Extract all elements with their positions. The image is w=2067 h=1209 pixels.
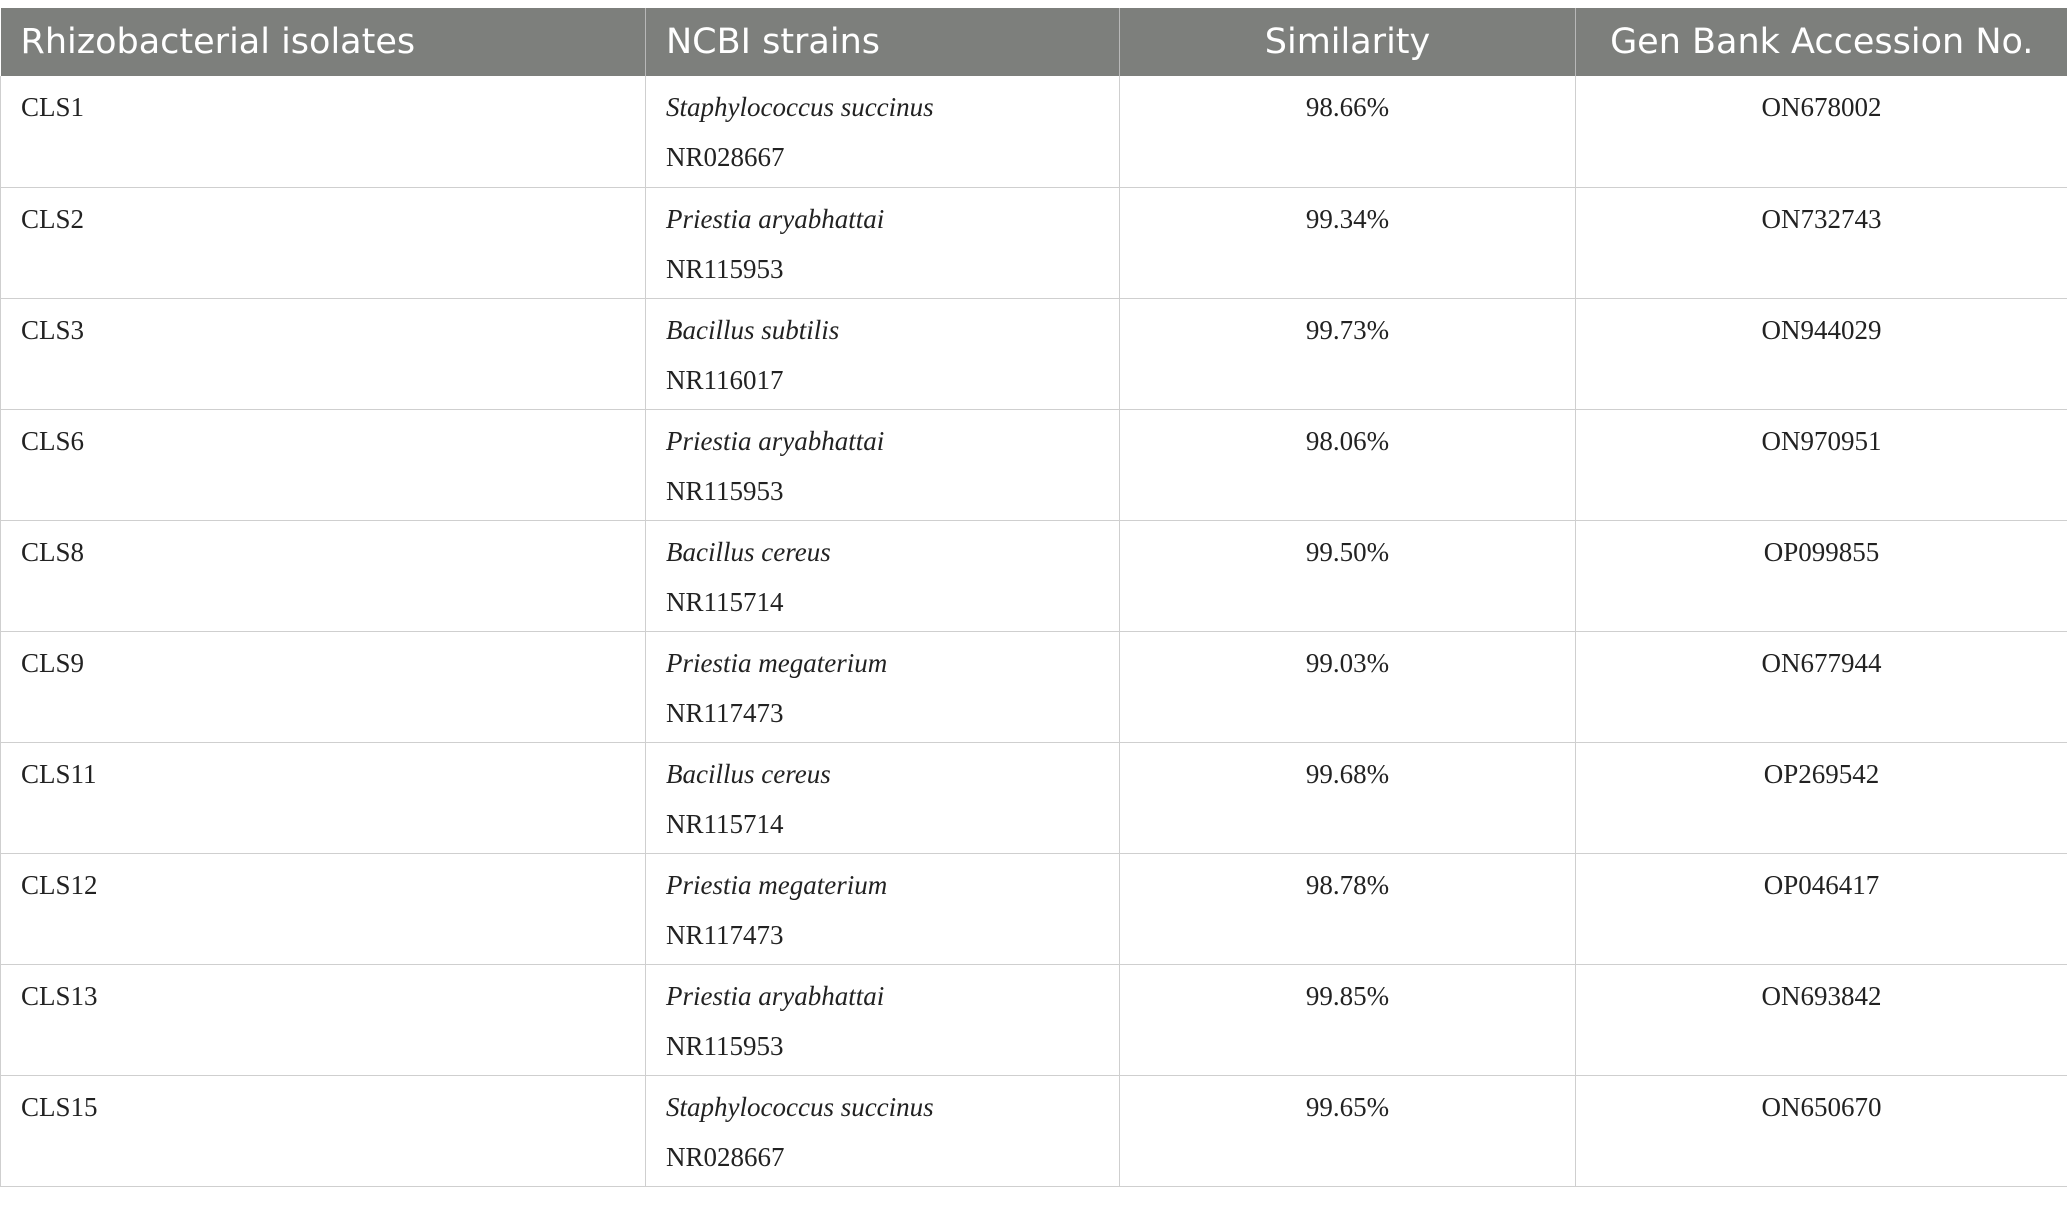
isolate-cell <box>1 631 646 742</box>
table-body <box>1 76 2067 1186</box>
accession-cell <box>1576 298 2067 409</box>
header-isolates: Rhizobacterial isolates <box>1 8 646 76</box>
isolate-name: CLS1 <box>21 92 85 122</box>
ncbi-id: NR115714 <box>666 808 784 839</box>
table-header <box>1 8 2067 76</box>
table-row <box>1 964 2067 1075</box>
accession-cell <box>1576 409 2067 520</box>
ncbi-strain-cell <box>646 742 1120 853</box>
isolate-cell <box>1 187 646 298</box>
table-container <box>0 8 2067 1187</box>
species-name: Priestia aryabhattai <box>666 203 885 234</box>
similarity-cell <box>1120 298 1576 409</box>
isolate-name: CLS12 <box>21 869 98 900</box>
isolate-name: CLS8 <box>21 536 85 567</box>
accession-number: OP099855 <box>1763 536 1880 567</box>
header-ncbi-strains: NCBI strains <box>646 8 1120 76</box>
ncbi-id: NR115953 <box>666 253 784 284</box>
isolate-name: CLS9 <box>21 647 85 678</box>
table-row <box>1 742 2067 853</box>
isolate-cell <box>1 76 646 187</box>
isolate-name: CLS11 <box>21 758 97 789</box>
similarity-value: 98.66% <box>1305 92 1390 122</box>
accession-number: ON677944 <box>1761 647 1882 678</box>
similarity-value: 99.85% <box>1305 980 1390 1011</box>
ncbi-strain-cell <box>646 298 1120 409</box>
ncbi-strain-cell <box>646 853 1120 964</box>
isolate-cell <box>1 409 646 520</box>
species-name: Priestia aryabhattai <box>666 980 885 1011</box>
similarity-cell <box>1120 742 1576 853</box>
accession-cell <box>1576 853 2067 964</box>
similarity-value: 99.50% <box>1305 536 1390 567</box>
table-row <box>1 520 2067 631</box>
isolates-table <box>0 8 2067 1187</box>
ncbi-strain-cell <box>646 1075 1120 1186</box>
accession-number: ON944029 <box>1761 314 1882 345</box>
similarity-value: 99.73% <box>1305 314 1390 345</box>
isolate-name: CLS6 <box>21 425 85 456</box>
accession-number: ON693842 <box>1761 980 1882 1011</box>
header-row <box>1 8 2067 76</box>
isolate-name: CLS3 <box>21 314 85 345</box>
accession-number: ON970951 <box>1761 425 1882 456</box>
isolate-cell <box>1 1075 646 1186</box>
species-name: Bacillus cereus <box>666 536 831 567</box>
ncbi-strain-cell <box>646 76 1120 187</box>
accession-number: ON732743 <box>1761 203 1882 234</box>
accession-cell <box>1576 187 2067 298</box>
ncbi-id: NR117473 <box>666 919 784 950</box>
species-name: Staphylococcus succinus <box>666 1091 934 1122</box>
table-row <box>1 1075 2067 1186</box>
table-row <box>1 298 2067 409</box>
table-row <box>1 631 2067 742</box>
species-name: Priestia megaterium <box>666 869 888 900</box>
similarity-cell <box>1120 520 1576 631</box>
ncbi-id: NR028667 <box>666 142 785 172</box>
similarity-cell <box>1120 964 1576 1075</box>
similarity-cell <box>1120 409 1576 520</box>
accession-cell <box>1576 964 2067 1075</box>
similarity-value: 98.78% <box>1305 869 1390 900</box>
ncbi-strain-cell <box>646 964 1120 1075</box>
similarity-value: 99.68% <box>1305 758 1390 789</box>
ncbi-id: NR115953 <box>666 475 784 506</box>
ncbi-id: NR117473 <box>666 697 784 728</box>
similarity-cell <box>1120 76 1576 187</box>
isolate-name: CLS13 <box>21 980 98 1011</box>
similarity-value: 99.03% <box>1305 647 1390 678</box>
isolate-cell <box>1 298 646 409</box>
header-similarity: Similarity <box>1120 8 1576 76</box>
accession-cell <box>1576 76 2067 187</box>
similarity-value: 99.65% <box>1305 1091 1390 1122</box>
table-row <box>1 76 2067 187</box>
ncbi-strain-cell <box>646 631 1120 742</box>
similarity-cell <box>1120 1075 1576 1186</box>
ncbi-strain-cell <box>646 187 1120 298</box>
similarity-cell <box>1120 853 1576 964</box>
ncbi-strain-cell <box>646 409 1120 520</box>
isolate-name: CLS15 <box>21 1091 98 1122</box>
ncbi-id: NR028667 <box>666 1141 785 1172</box>
accession-cell <box>1576 520 2067 631</box>
accession-cell <box>1576 742 2067 853</box>
accession-cell <box>1576 631 2067 742</box>
ncbi-id: NR116017 <box>666 364 784 395</box>
species-name: Bacillus subtilis <box>666 314 840 345</box>
table-row <box>1 853 2067 964</box>
header-accession: Gen Bank Accession No. <box>1576 8 2067 76</box>
isolate-name: CLS2 <box>21 203 85 234</box>
ncbi-id: NR115953 <box>666 1030 784 1061</box>
ncbi-id: NR115714 <box>666 586 784 617</box>
similarity-value: 98.06% <box>1305 425 1390 456</box>
isolate-cell <box>1 964 646 1075</box>
table-row <box>1 187 2067 298</box>
similarity-cell <box>1120 631 1576 742</box>
accession-number: ON678002 <box>1761 92 1882 122</box>
species-name: Priestia megaterium <box>666 647 888 678</box>
isolate-cell <box>1 742 646 853</box>
accession-number: ON650670 <box>1761 1091 1882 1122</box>
species-name: Priestia aryabhattai <box>666 425 885 456</box>
similarity-cell <box>1120 187 1576 298</box>
species-name: Staphylococcus succinus <box>666 92 934 122</box>
similarity-value: 99.34% <box>1305 203 1390 234</box>
isolate-cell <box>1 520 646 631</box>
isolate-cell <box>1 853 646 964</box>
accession-cell <box>1576 1075 2067 1186</box>
species-name: Bacillus cereus <box>666 758 831 789</box>
accession-number: OP046417 <box>1763 869 1880 900</box>
table-row <box>1 409 2067 520</box>
ncbi-strain-cell <box>646 520 1120 631</box>
accession-number: OP269542 <box>1763 758 1880 789</box>
